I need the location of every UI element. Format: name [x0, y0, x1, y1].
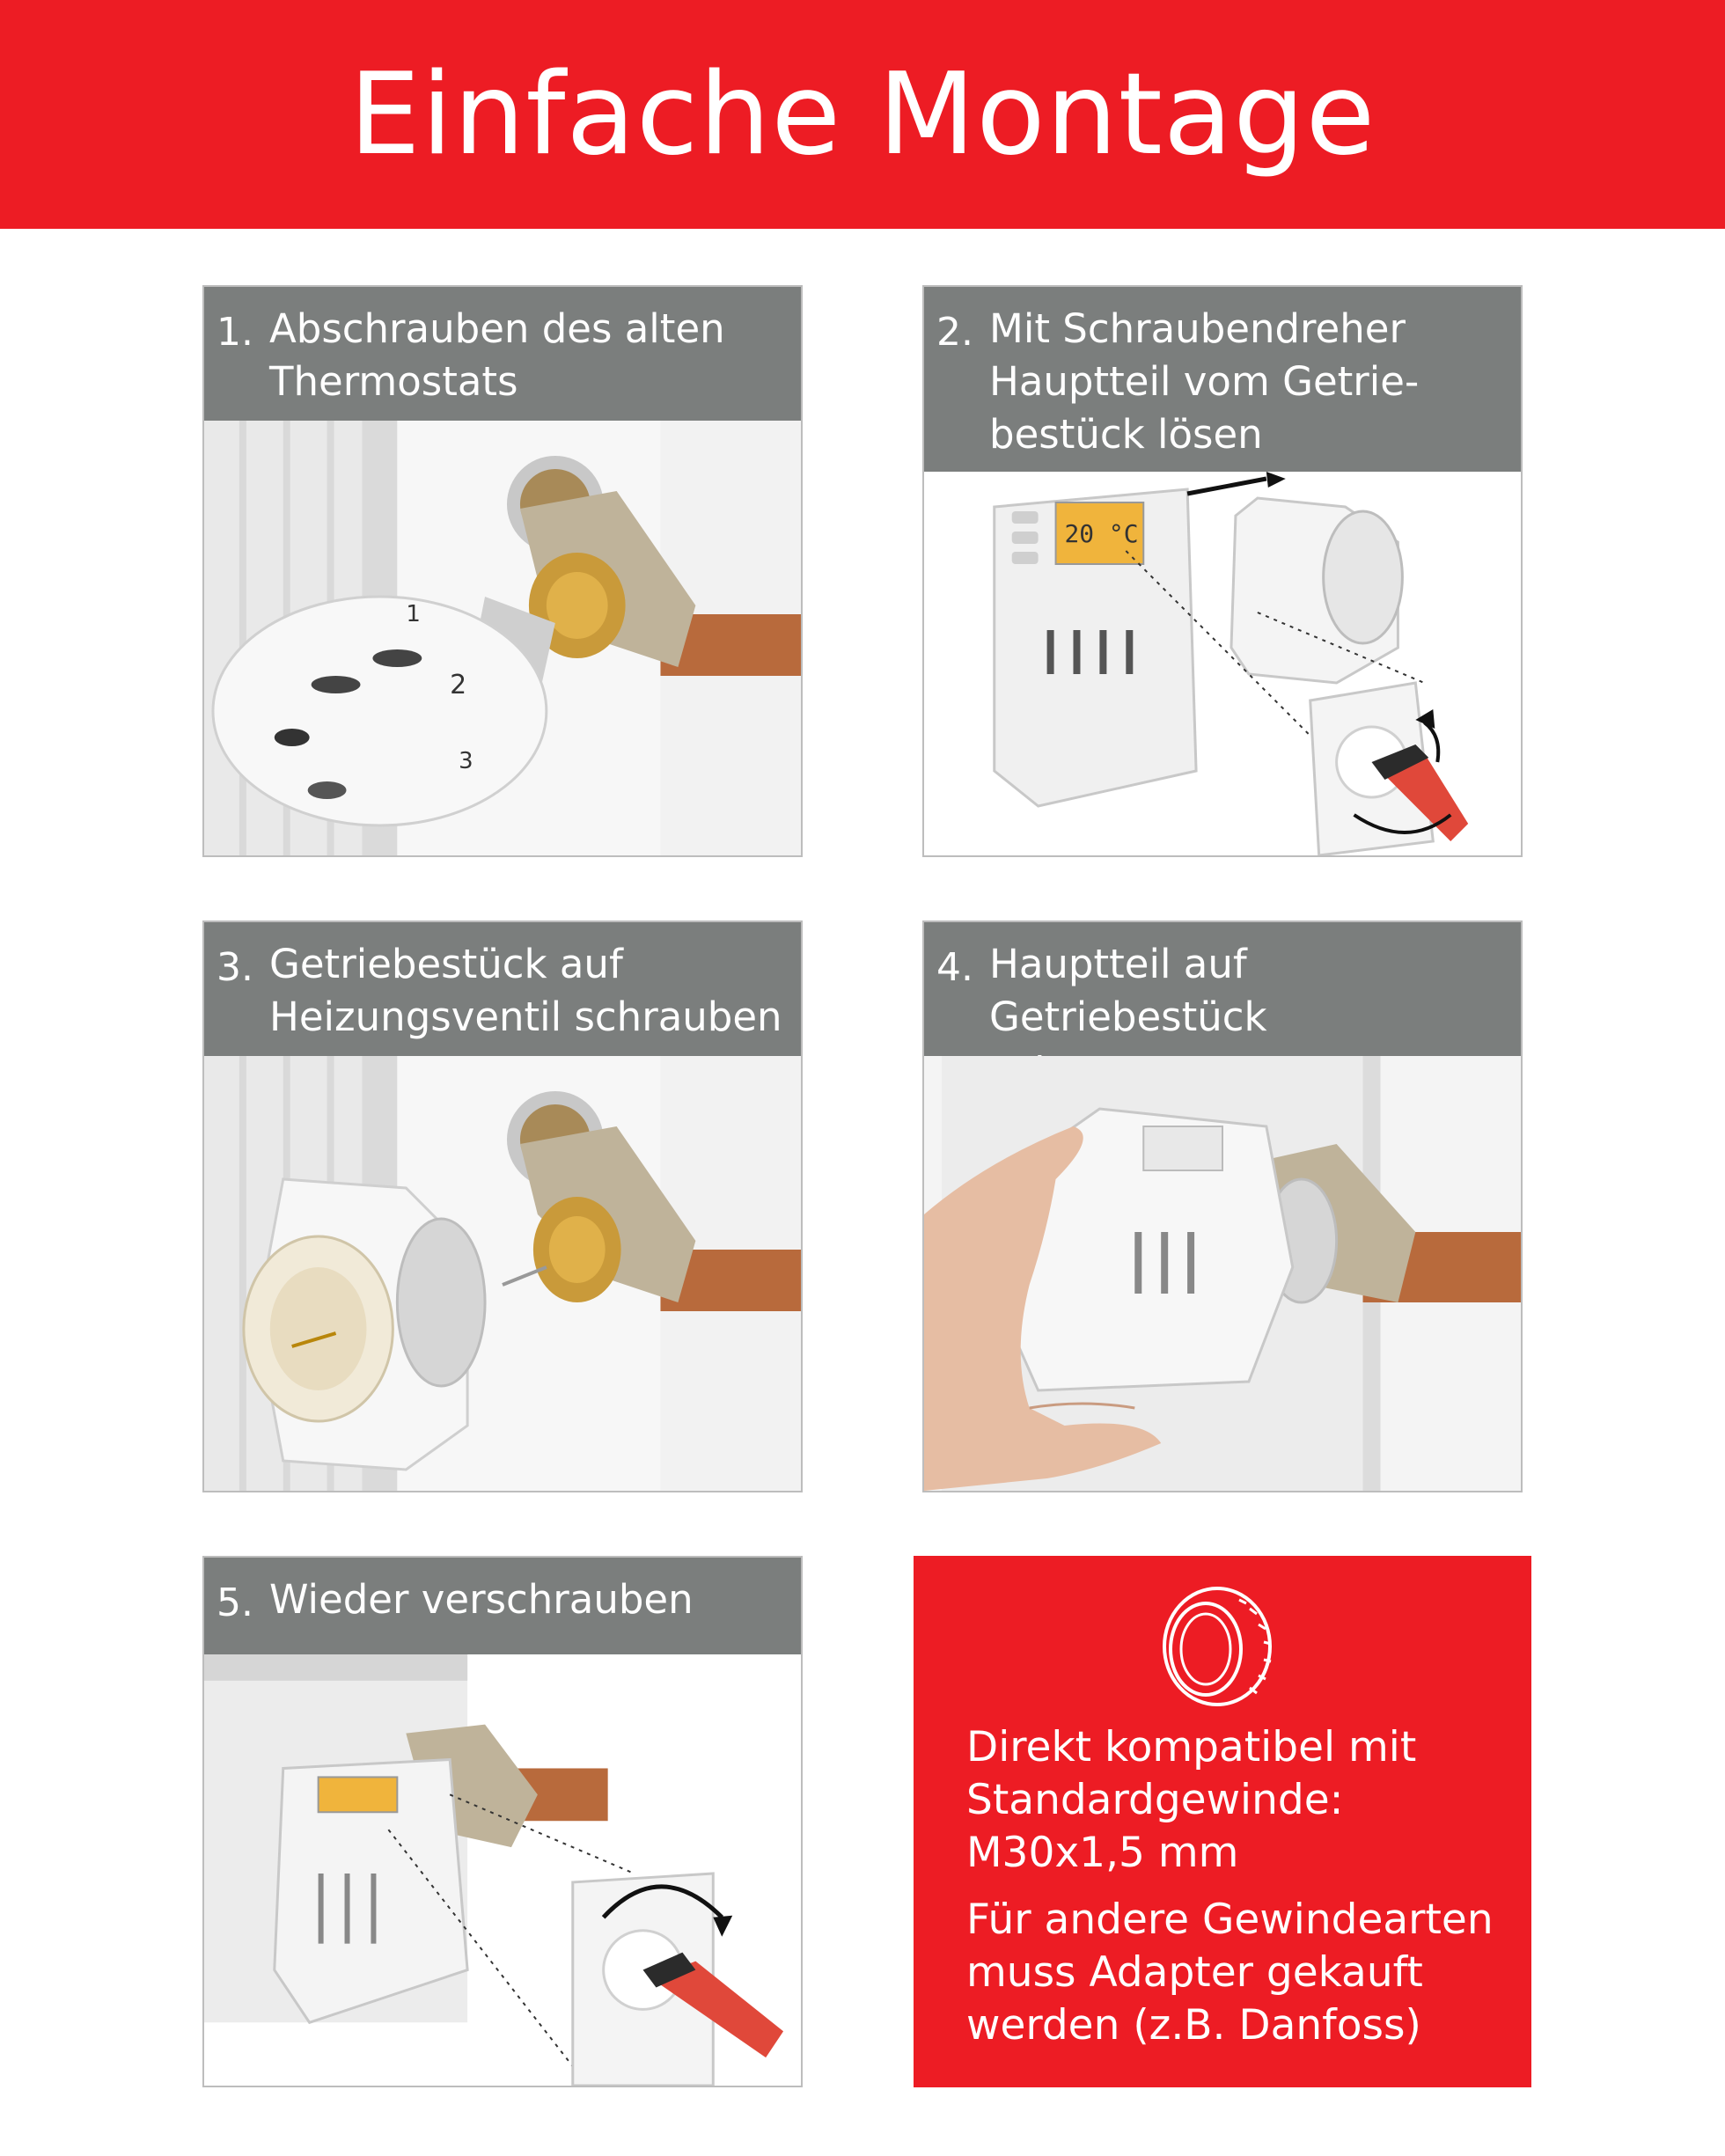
- step-card-2: [922, 285, 1523, 857]
- step-number: 5.: [217, 1580, 253, 1625]
- svg-text:3: 3: [459, 747, 473, 775]
- compat-line: M30x1,5 mm: [966, 1829, 1239, 1877]
- step-header: [924, 287, 1521, 472]
- hand-mounting-thermostat-photo: [924, 1056, 1521, 1491]
- adapter-note-text: [966, 1894, 1512, 2052]
- step-number: 2.: [936, 310, 973, 355]
- thermostat-detach-diagram: [924, 472, 1521, 855]
- step-card-3: [202, 920, 803, 1492]
- thread-ring-icon: [1151, 1580, 1283, 1712]
- svg-text:2: 2: [450, 669, 467, 701]
- step-card-4: [922, 920, 1523, 1492]
- step-number: 4.: [936, 945, 973, 990]
- step-text: Hauptteil auf Getriebestück: [989, 941, 1267, 1040]
- lcd-display-text: 20 °C: [1064, 518, 1139, 549]
- adapter-line: Für andere Gewindearten: [966, 1896, 1494, 1944]
- svg-text:1: 1: [406, 600, 421, 628]
- step-text: Getriebestück auf Heizungsventil schrauben: [269, 941, 782, 1040]
- step-number: 1.: [217, 310, 253, 355]
- adapter-on-valve-photo: [204, 1056, 801, 1491]
- header-banner: [0, 0, 1725, 229]
- compat-line: Direkt kompatibel mit: [966, 1723, 1417, 1771]
- compat-line: Standardgewinde:: [966, 1776, 1344, 1824]
- step-text: Wieder verschrauben: [269, 1576, 694, 1623]
- adapter-line: muss Adapter gekauft: [966, 1948, 1423, 1997]
- adapter-line: werden (z.B. Danfoss): [966, 2001, 1421, 2050]
- step-card-5: [202, 1556, 803, 2087]
- compatibility-text: [966, 1721, 1494, 1880]
- screw-back-diagram: [204, 1654, 801, 2086]
- page-title: Einfache Montage: [349, 48, 1376, 180]
- step-text: Mit Schraubendreher Hauptteil vom Getrie- bestück lösen: [989, 305, 1420, 458]
- radiator-old-thermostat-photo: [204, 421, 801, 855]
- step-header: [924, 922, 1521, 1056]
- step-text: Abschrauben des alten Thermostats: [269, 305, 725, 405]
- step-header: [204, 922, 801, 1056]
- compatibility-info-box: [914, 1556, 1531, 2087]
- step-header: [204, 287, 801, 421]
- step-number: 3.: [217, 945, 253, 990]
- step-card-1: [202, 285, 803, 857]
- step-header: [204, 1558, 801, 1654]
